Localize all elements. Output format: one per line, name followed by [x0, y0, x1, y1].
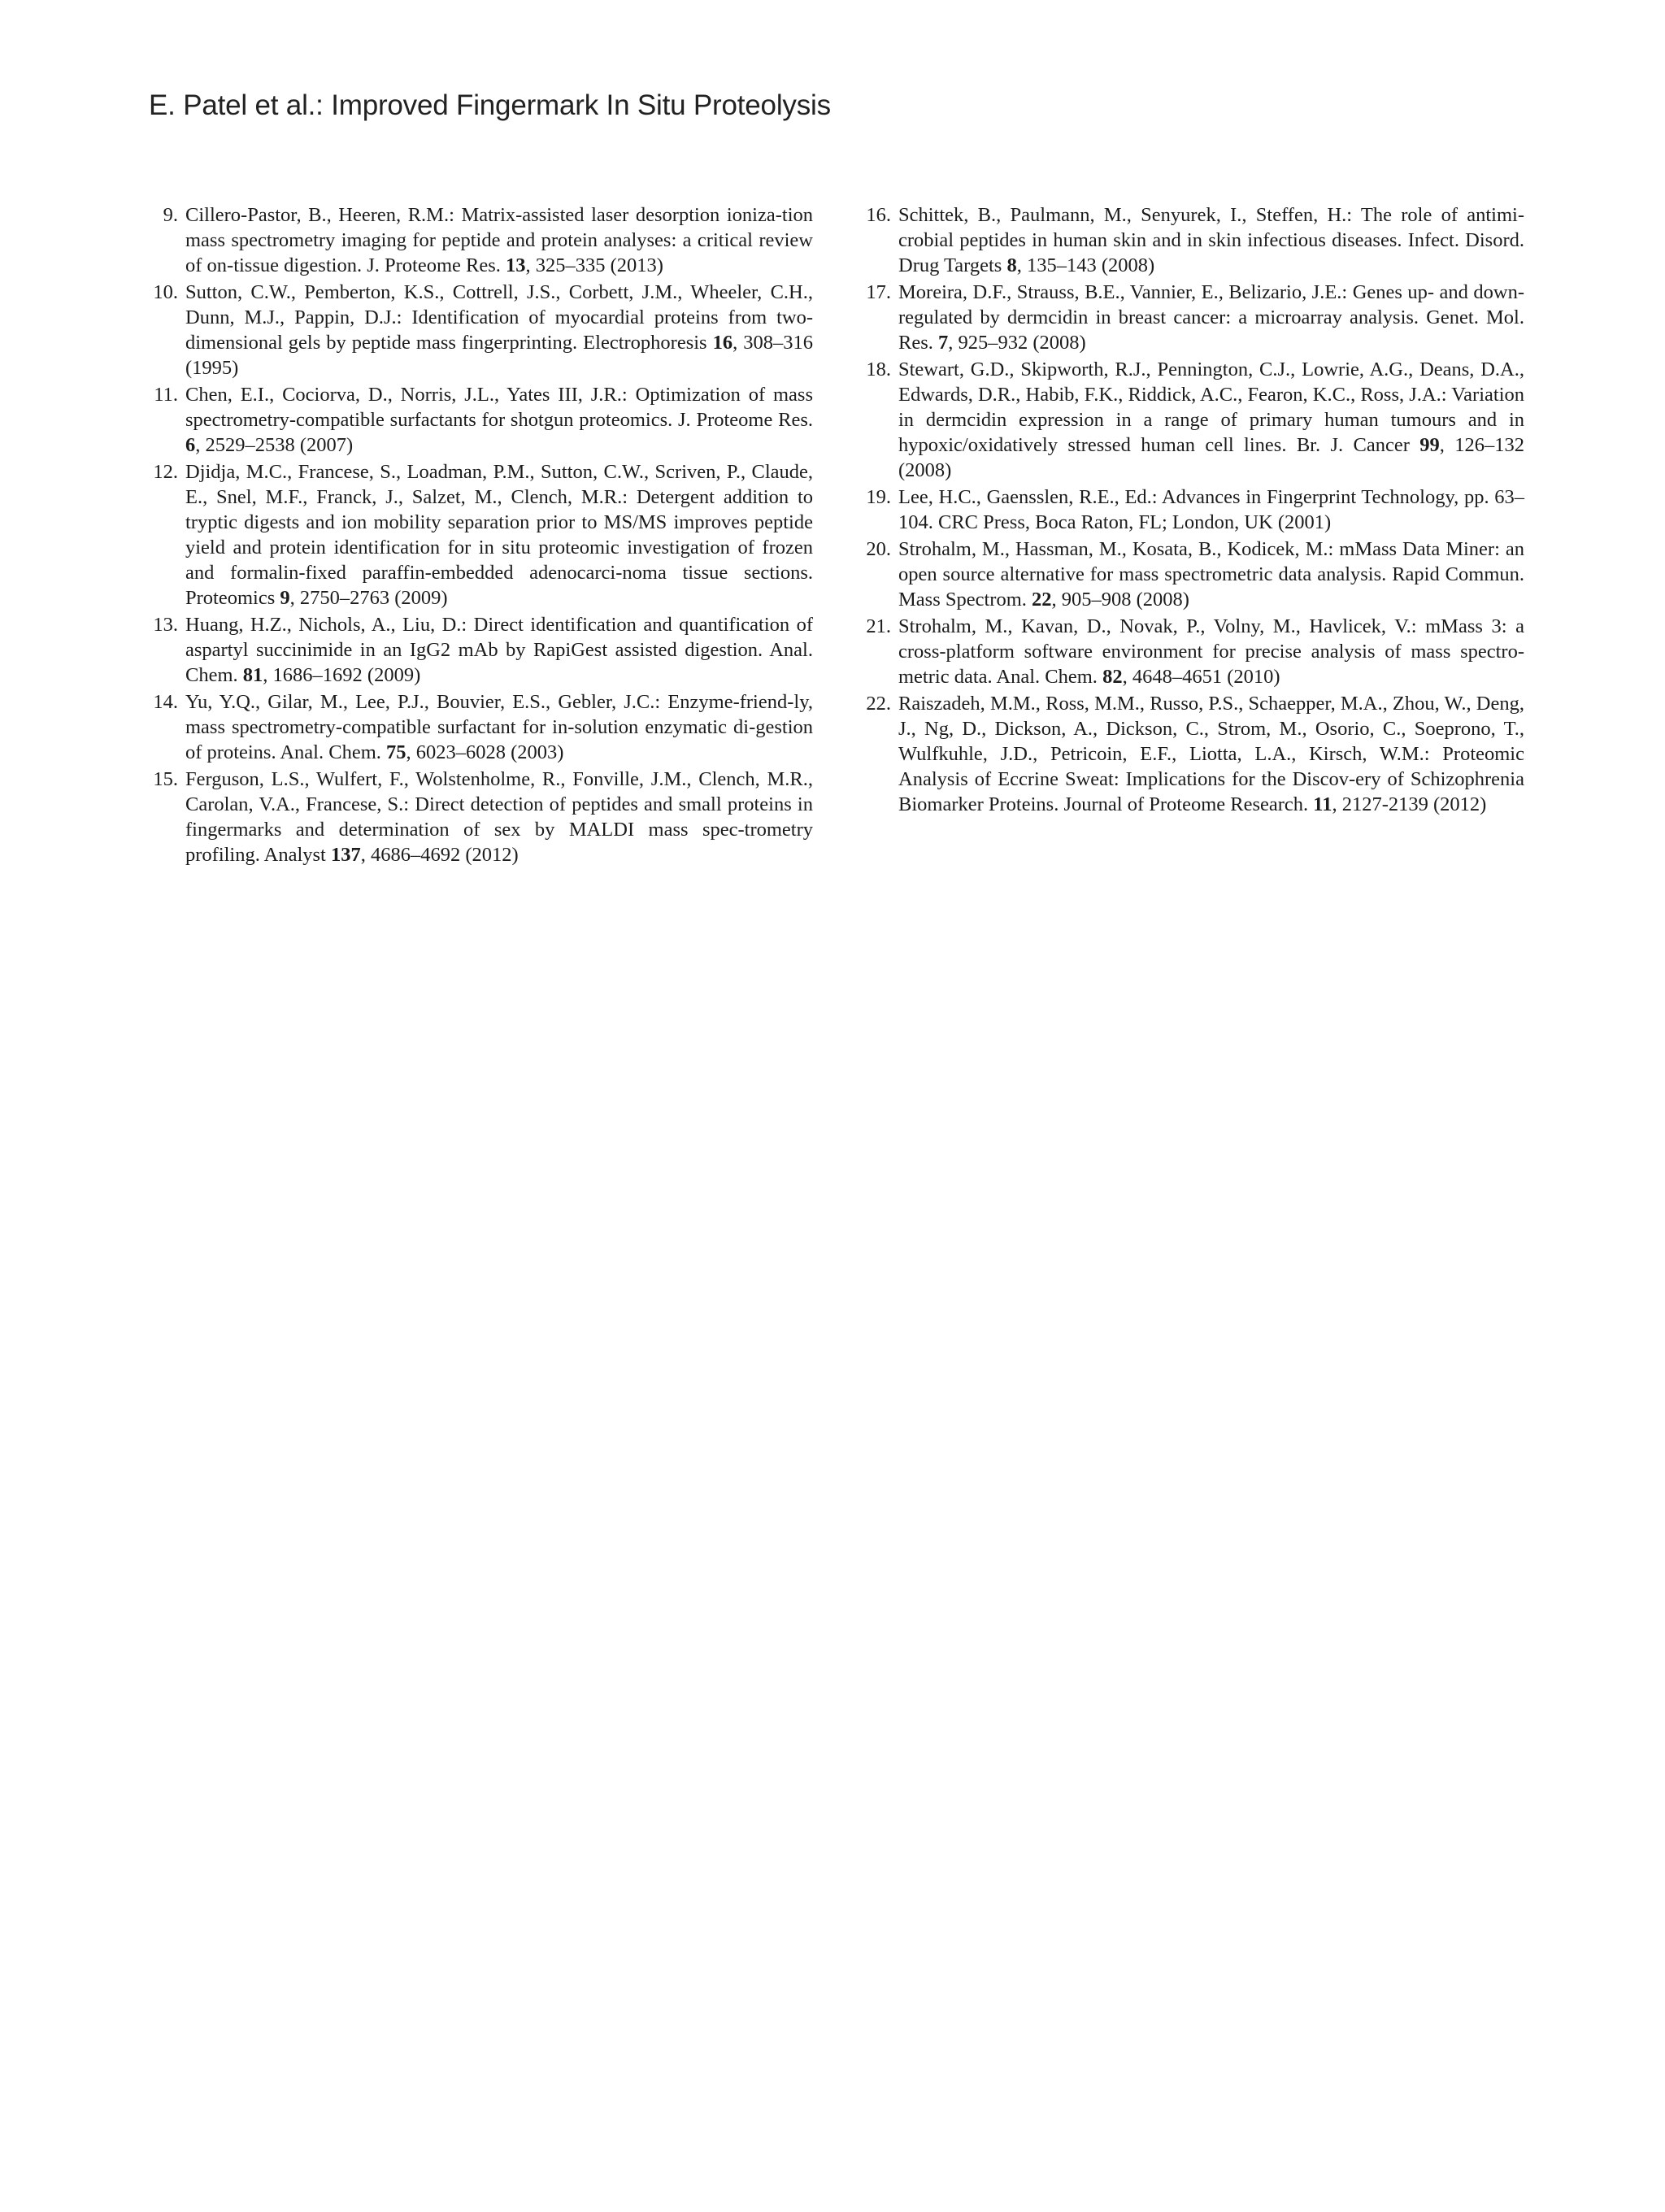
reference-item — [146, 280, 813, 380]
reference-item — [859, 537, 1524, 612]
reference-number: 17. — [866, 281, 891, 303]
reference-text: Strohalm, M., Hassman, M., Kosata, B., Kodicek, M.: mMass Data Miner: an open source alternative for mass spectrometric data analysis. Rapid Commun. Mass Spectrom. 22, 905–908 (2008) — [898, 538, 1524, 611]
reference-item — [859, 202, 1524, 278]
reference-number: 12. — [153, 461, 178, 483]
reference-text: Djidja, M.C., Francese, S., Loadman, P.M., Sutton, C.W., Scriven, P., Claude, E., Snel, M.F., Franck, J., Salzet, M., Clench, M.R.: Detergent addition to tryptic digests and ion mobility separation prior to MS/MS improves peptide yield and protein identification for in situ proteomic investigation of frozen and formalin-fixed paraffin-embedded adenocarci-noma tissue sections. Proteomics 9, 2750–2763 (2009) — [185, 461, 813, 609]
volume-number: 6 — [185, 434, 196, 456]
reference-text: Huang, H.Z., Nichols, A., Liu, D.: Direct identification and quantification of aspartyl succinimide in an IgG2 mAb by RapiGest assisted digestion. Anal. Chem. 81, 1686–1692 (2009) — [185, 614, 813, 686]
reference-number: 9. — [163, 204, 178, 226]
volume-number: 9 — [280, 587, 290, 609]
volume-number: 8 — [1006, 254, 1017, 276]
reference-number: 13. — [153, 614, 178, 636]
reference-number: 15. — [153, 768, 178, 790]
reference-item — [859, 280, 1524, 355]
reference-number: 22. — [866, 693, 891, 715]
reference-number: 20. — [866, 538, 891, 560]
reference-item — [859, 691, 1524, 817]
reference-item — [859, 614, 1524, 689]
reference-number: 10. — [153, 281, 178, 303]
reference-text: Chen, E.I., Cociorva, D., Norris, J.L., Yates III, J.R.: Optimization of mass spectrometry-compatible surfactants for shotgun proteomics. J. Proteome Res. 6, 2529–2538 (2007) — [185, 384, 813, 456]
reference-number: 18. — [866, 359, 891, 380]
volume-number: 16 — [712, 332, 733, 354]
reference-text: Lee, H.C., Gaensslen, R.E., Ed.: Advances in Fingerprint Technology, pp. 63–104. CRC Press, Boca Raton, FL; London, UK (2001) — [898, 486, 1524, 533]
reference-item — [146, 382, 813, 458]
reference-item — [859, 485, 1524, 535]
volume-number: 81 — [242, 664, 263, 686]
reference-item — [146, 767, 813, 867]
reference-text: Schittek, B., Paulmann, M., Senyurek, I., Steffen, H.: The role of antimi-crobial peptides in human skin and in skin infectious diseases. Infect. Disord. Drug Targets 8, 135–143 (2008) — [898, 204, 1524, 276]
reference-number: 21. — [866, 615, 891, 637]
volume-number: 82 — [1102, 666, 1123, 688]
reference-item — [146, 202, 813, 278]
reference-item — [146, 612, 813, 688]
reference-number: 19. — [866, 486, 891, 508]
volume-number: 75 — [386, 741, 406, 763]
reference-number: 11. — [154, 384, 178, 406]
reference-text: Strohalm, M., Kavan, D., Novak, P., Volny, M., Havlicek, V.: mMass 3: a cross-platform software environment for precise analysis of mass spectro-metric data. Anal. Chem. 82, 4648–4651 (2010) — [898, 615, 1524, 688]
reference-number: 14. — [153, 691, 178, 713]
reference-text: Raiszadeh, M.M., Ross, M.M., Russo, P.S., Schaepper, M.A., Zhou, W., Deng, J., Ng, D., Dickson, A., Dickson, C., Strom, M., Osorio, C., Soeprono, T., Wulfkuhle, J.D., Petricoin, E.F., Liotta, L.A., Kirsch, W.M.: Proteomic Analysis of Eccrine Sweat: Implications for the Discov-ery of Schizophrenia Biomarker Proteins. Journal of Proteome Research. 11, 2127-2139 (2012) — [898, 693, 1524, 815]
reference-text: Sutton, C.W., Pemberton, K.S., Cottrell, J.S., Corbett, J.M., Wheeler, C.H., Dunn, M.J., Pappin, D.J.: Identification of myocardial proteins from two-dimensional gels by peptide mass fingerprinting. Electrophoresis 16, 308–316 (1995) — [185, 281, 814, 379]
reference-column-right — [859, 202, 1524, 819]
volume-number: 13 — [506, 254, 526, 276]
running-head-title: E. Patel et al.: Improved Fingermark In Situ Proteolysis — [149, 89, 831, 121]
reference-item — [146, 689, 813, 765]
reference-item — [859, 357, 1524, 483]
reference-item — [146, 459, 813, 611]
reference-text: Stewart, G.D., Skipworth, R.J., Pennington, C.J., Lowrie, A.G., Deans, D.A., Edwards, D.R., Habib, F.K., Riddick, A.C., Fearon, K.C., Ross, J.A.: Variation in dermcidin expression in a range of primary human tumours and in hypoxic/oxidatively stressed human cell lines. Br. J. Cancer 99, 126–132 (2008) — [898, 359, 1525, 481]
volume-number: 99 — [1419, 434, 1440, 456]
volume-number: 7 — [938, 332, 949, 354]
volume-number: 11 — [1313, 793, 1332, 815]
reference-text: Ferguson, L.S., Wulfert, F., Wolstenholme, R., Fonville, J.M., Clench, M.R., Carolan, V.A., Francese, S.: Direct detection of peptides and small proteins in fingermarks and determination of sex by MALDI mass spec-trometry profiling. Analyst 137, 4686–4692 (2012) — [185, 768, 813, 866]
reference-text: Moreira, D.F., Strauss, B.E., Vannier, E., Belizario, J.E.: Genes up- and down-regulated by dermcidin in breast cancer: a microarray analysis. Genet. Mol. Res. 7, 925–932 (2008) — [898, 281, 1524, 354]
volume-number: 137 — [330, 844, 361, 866]
volume-number: 22 — [1032, 589, 1052, 611]
reference-number: 16. — [866, 204, 891, 226]
reference-text: Yu, Y.Q., Gilar, M., Lee, P.J., Bouvier, E.S., Gebler, J.C.: Enzyme-friend-ly, mass spectrometry-compatible surfactant for in-solution enzymatic di-gestion of proteins. Anal. Chem. 75, 6023–6028 (2003) — [185, 691, 813, 763]
reference-text: Cillero-Pastor, B., Heeren, R.M.: Matrix-assisted laser desorption ioniza-tion mass spectrometry imaging for peptide and protein analyses: a critical review of on-tissue digestion. J. Proteome Res. 13, 325–335 (2013) — [185, 204, 813, 276]
reference-column-left — [146, 202, 813, 869]
